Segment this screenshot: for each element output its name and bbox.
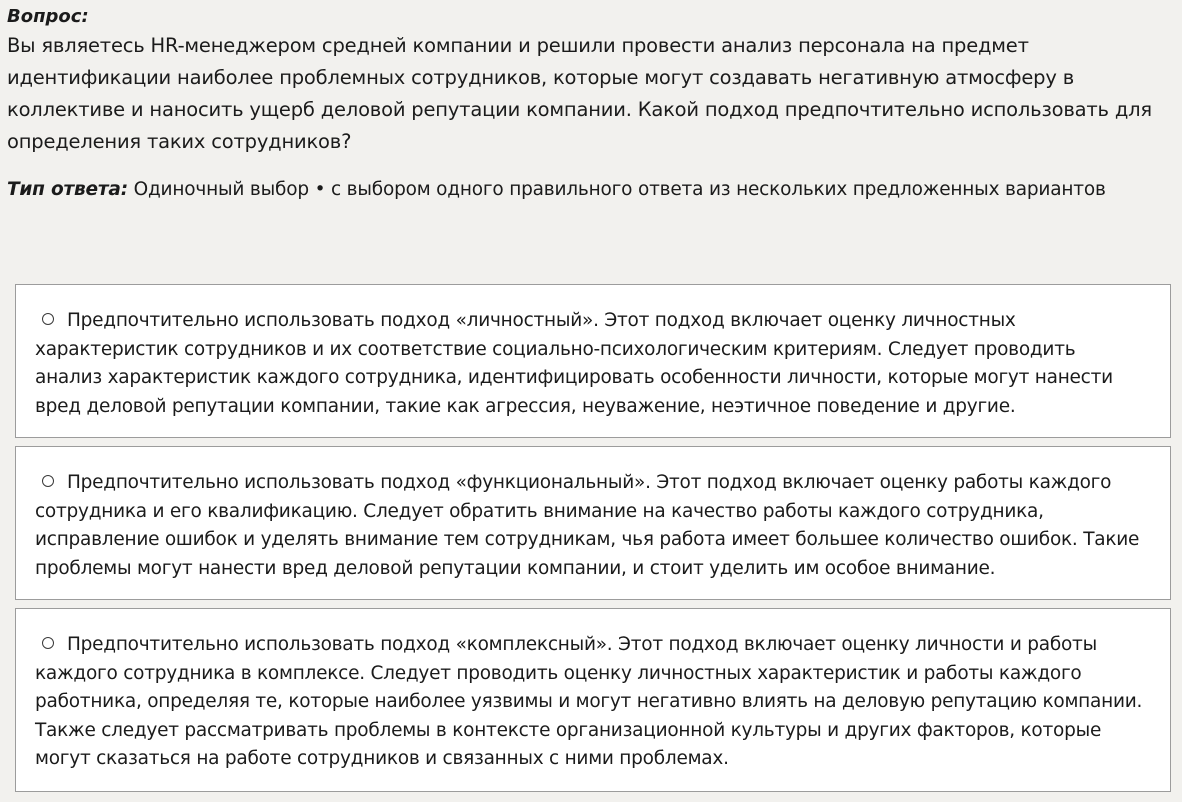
radio-button-icon[interactable]: [42, 475, 54, 487]
answer-option-3[interactable]: [15, 608, 1171, 792]
answer-option-text: Предпочтительно использовать подход «личностный». Этот подход включает оценку личностных характеристик сотрудников и их соответствие социально-психологическим критериям. Следует проводить анализ характеристик каждого сотрудника, идентифицировать особенности личности, которые могут нанести вред деловой репутации компании, такие как агрессия, неуважение, неэтичное поведение и другие.: [35, 310, 1113, 417]
question-block: [7, 6, 1179, 158]
answer-option-1[interactable]: [15, 284, 1171, 438]
answer-type: [7, 176, 1106, 204]
radio-button-icon[interactable]: [42, 637, 54, 649]
question-label: Вопрос:: [7, 6, 89, 27]
answer-type-value: Одиночный выбор • с выбором одного правильного ответа из нескольких предложенных вариантов: [133, 179, 1106, 200]
answer-option-2[interactable]: [15, 446, 1171, 600]
answer-option-text: Предпочтительно использовать подход «комплексный». Этот подход включает оценку личности и работы каждого сотрудника в комплексе. Следует проводить оценку личностных характеристик и работы каждого работника, определяя те, которые наиболее уязвимы и могут негативно влиять на деловую репутацию компании. Также следует рассматривать проблемы в контексте организационной культуры и других факторов, которые могут сказаться на работе сотрудников и связанных с ними проблемах.: [35, 634, 1143, 769]
answer-type-label: Тип ответа:: [7, 179, 128, 200]
radio-button-icon[interactable]: [42, 313, 54, 325]
answer-option-content: [35, 631, 1146, 774]
answer-option-text: Предпочтительно использовать подход «функциональный». Этот подход включает оценку работы каждого сотрудника и его квалификацию. Следует обратить внимание на качество работы каждого сотрудника, исправление ошибок и уделять внимание тем сотрудникам, чья работа имеет большее количество ошибок. Такие проблемы могут нанести вред деловой репутации компании, и стоит уделить им особое внимание.: [35, 472, 1140, 579]
answer-option-content: [35, 307, 1146, 421]
answer-option-content: [35, 469, 1146, 583]
question-text: Вы являетесь HR-менеджером средней компании и решили провести анализ персонала на предмет идентификации наиболее проблемных сотрудников, которые могут создавать негативную атмосферу в коллективе и наносить ущерб деловой репутации компании. Какой подход предпочтительно использовать для определения таких сотрудников?: [7, 34, 1152, 153]
